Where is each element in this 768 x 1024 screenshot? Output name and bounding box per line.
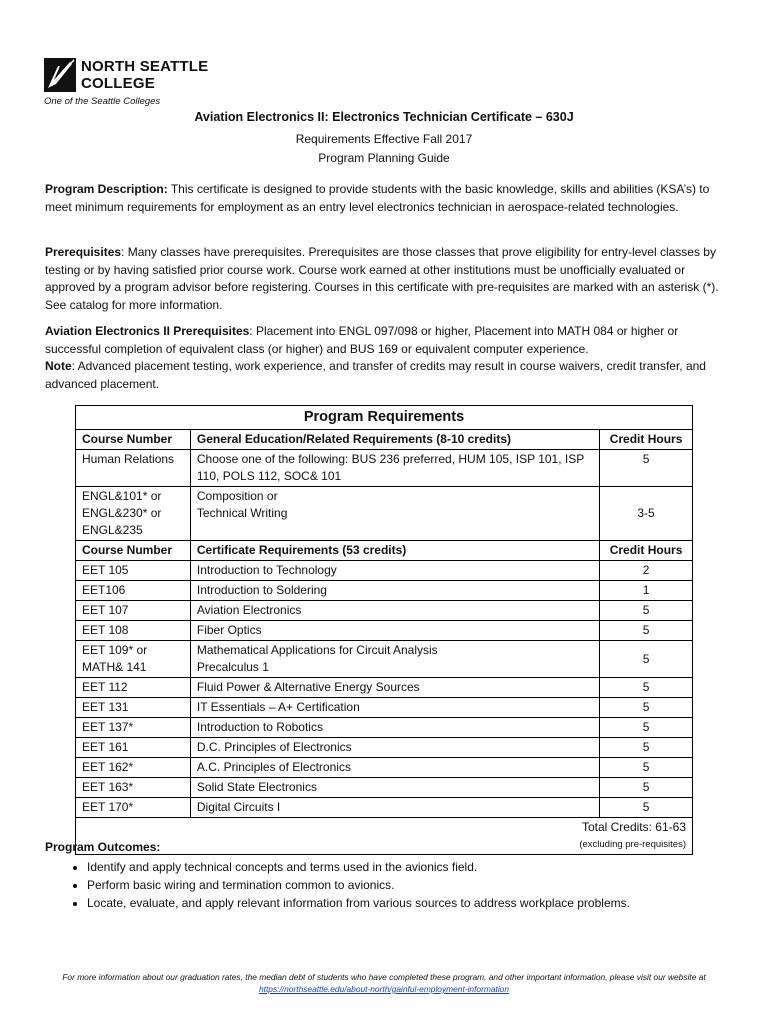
gen-header-course: Course Number — [76, 430, 191, 450]
cert-header-course: Course Number — [76, 541, 191, 561]
credit-hours: 5 — [600, 641, 693, 678]
table-row — [76, 718, 693, 738]
outcomes-heading: Program Outcomes: — [45, 840, 161, 854]
course-description: Composition or Technical Writing — [190, 487, 599, 541]
course-number: EET 131 — [76, 698, 191, 718]
description-text: This certificate is designed to provide students with the basic knowledge, skills and abilities (KSA’s) to meet minimum requirements for employment as an entry level electronics technician in aerospace-related technologies. — [45, 182, 710, 214]
credit-hours: 5 — [600, 798, 693, 818]
list-item: • Perform basic wiring and termination common to avionics. — [87, 876, 737, 894]
course-description: Introduction to Soldering — [190, 581, 599, 601]
logo-line2: COLLEGE — [81, 75, 155, 92]
aviation-prereq-label: Aviation Electronics II Prerequisites — [45, 324, 250, 338]
course-number: EET 112 — [76, 678, 191, 698]
course-number: EET 161 — [76, 738, 191, 758]
table-row — [76, 698, 693, 718]
gainful-employment-link[interactable]: https://northseattle.edu/about-north/gainful-employment-information — [259, 984, 509, 994]
credit-hours: 5 — [600, 738, 693, 758]
program-requirements-table — [75, 405, 693, 855]
credit-hours: 5 — [600, 718, 693, 738]
course-number: EET 162* — [76, 758, 191, 778]
total-note: (excluding pre-requisites) — [579, 839, 686, 850]
credit-hours: 5 — [600, 601, 693, 621]
footer-note — [20, 971, 748, 995]
table-row — [76, 487, 693, 541]
cert-header-desc: Certificate Requirements (53 credits) — [190, 541, 599, 561]
course-number: EET106 — [76, 581, 191, 601]
table-row — [76, 601, 693, 621]
course-description: Fiber Optics — [190, 621, 599, 641]
course-description: IT Essentials – A+ Certification — [190, 698, 599, 718]
prerequisites-label: Prerequisites — [45, 245, 122, 259]
course-description: D.C. Principles of Electronics — [190, 738, 599, 758]
course-number: EET 163* — [76, 778, 191, 798]
page-title: Aviation Electronics II: Electronics Technician Certificate – 630J — [194, 110, 574, 124]
course-description: Choose one of the following: BUS 236 preferred, HUM 105, ISP 101, ISP 110, POLS 112, SOC& 101 — [190, 450, 599, 487]
note-text: : Advanced placement testing, work experience, and transfer of credits may result in course waivers, credit transfer, and advanced placement. — [45, 359, 706, 391]
cert-header-credits: Credit Hours — [600, 541, 693, 561]
credit-hours: 5 — [600, 758, 693, 778]
course-number: EET 105 — [76, 561, 191, 581]
credit-hours: 1 — [600, 581, 693, 601]
description-label: Program Description: — [45, 182, 168, 196]
credit-hours: 5 — [600, 698, 693, 718]
credit-hours: 3-5 — [600, 487, 693, 541]
total-row — [76, 818, 693, 855]
note-label: Note — [45, 359, 72, 373]
footer-text: For more information about our graduation rates, the median debt of students who have completed these program, and other important information, please visit our website at — [62, 972, 706, 982]
table-row — [76, 641, 693, 678]
aviation-prereq-text: : Placement into ENGL 097/098 or higher, Placement into MATH 084 or higher or successful completion of equivalent class (or higher) and BUS 169 or equivalent computer experience. — [45, 324, 679, 356]
prerequisites-text: : Many classes have prerequisites. Prerequisites are those classes that prove eligibility for entry-level classes by testing or by having satisfied prior course work. Course work earned at other institutions must be unofficially evaluated or approved by a program advisor before registering. Courses in this certificate with pre-requisites are marked with an asterisk (*). See catalog for more information. — [45, 245, 719, 312]
course-description: Solid State Electronics — [190, 778, 599, 798]
course-description: Mathematical Applications for Circuit Analysis Precalculus 1 — [190, 641, 599, 678]
course-description: Introduction to Robotics — [190, 718, 599, 738]
prerequisites-paragraph — [45, 244, 725, 314]
course-description: Digital Circuits I — [190, 798, 599, 818]
list-item: • Identify and apply technical concepts and terms used in the avionics field. — [87, 858, 737, 876]
course-description: Introduction to Technology — [190, 561, 599, 581]
table-row — [76, 798, 693, 818]
gen-header-credits: Credit Hours — [600, 430, 693, 450]
cert-header-row — [76, 541, 693, 561]
outcomes-list — [45, 858, 737, 912]
course-number: EET 170* — [76, 798, 191, 818]
credit-hours: 5 — [600, 778, 693, 798]
aviation-prerequisites-paragraph — [45, 323, 725, 393]
course-number: Human Relations — [76, 450, 191, 487]
program-description — [45, 181, 725, 216]
logo-tagline: One of the Seattle Colleges — [44, 96, 161, 107]
course-description: Fluid Power & Alternative Energy Sources — [190, 678, 599, 698]
course-description: Aviation Electronics — [190, 601, 599, 621]
table-row — [76, 778, 693, 798]
course-number: EET 109* or MATH& 141 — [76, 641, 191, 678]
table-row — [76, 621, 693, 641]
course-number: ENGL&101* or ENGL&230* or ENGL&235 — [76, 487, 191, 541]
table-row — [76, 450, 693, 487]
college-emblem-icon — [44, 58, 76, 92]
gen-header-row — [76, 430, 693, 450]
effective-date: Requirements Effective Fall 2017 — [295, 132, 473, 146]
course-description: A.C. Principles of Electronics — [190, 758, 599, 778]
table-row — [76, 738, 693, 758]
gen-header-desc: General Education/Related Requirements (8-10 credits) — [190, 430, 599, 450]
table-row — [76, 561, 693, 581]
planning-guide-label: Program Planning Guide — [318, 151, 450, 165]
list-item: • Locate, evaluate, and apply relevant information from various sources to address workplace problems. — [87, 894, 737, 912]
total-credits: Total Credits: 61-63 — [581, 820, 686, 834]
table-title: Program Requirements — [76, 406, 693, 430]
table-row — [76, 758, 693, 778]
course-number: EET 108 — [76, 621, 191, 641]
credit-hours: 2 — [600, 561, 693, 581]
table-row — [76, 678, 693, 698]
course-number: EET 137* — [76, 718, 191, 738]
credit-hours: 5 — [600, 450, 693, 487]
course-number: EET 107 — [76, 601, 191, 621]
credit-hours: 5 — [600, 621, 693, 641]
college-logo — [44, 58, 214, 110]
credit-hours: 5 — [600, 678, 693, 698]
table-row — [76, 581, 693, 601]
logo-line1: NORTH SEATTLE — [81, 58, 209, 75]
